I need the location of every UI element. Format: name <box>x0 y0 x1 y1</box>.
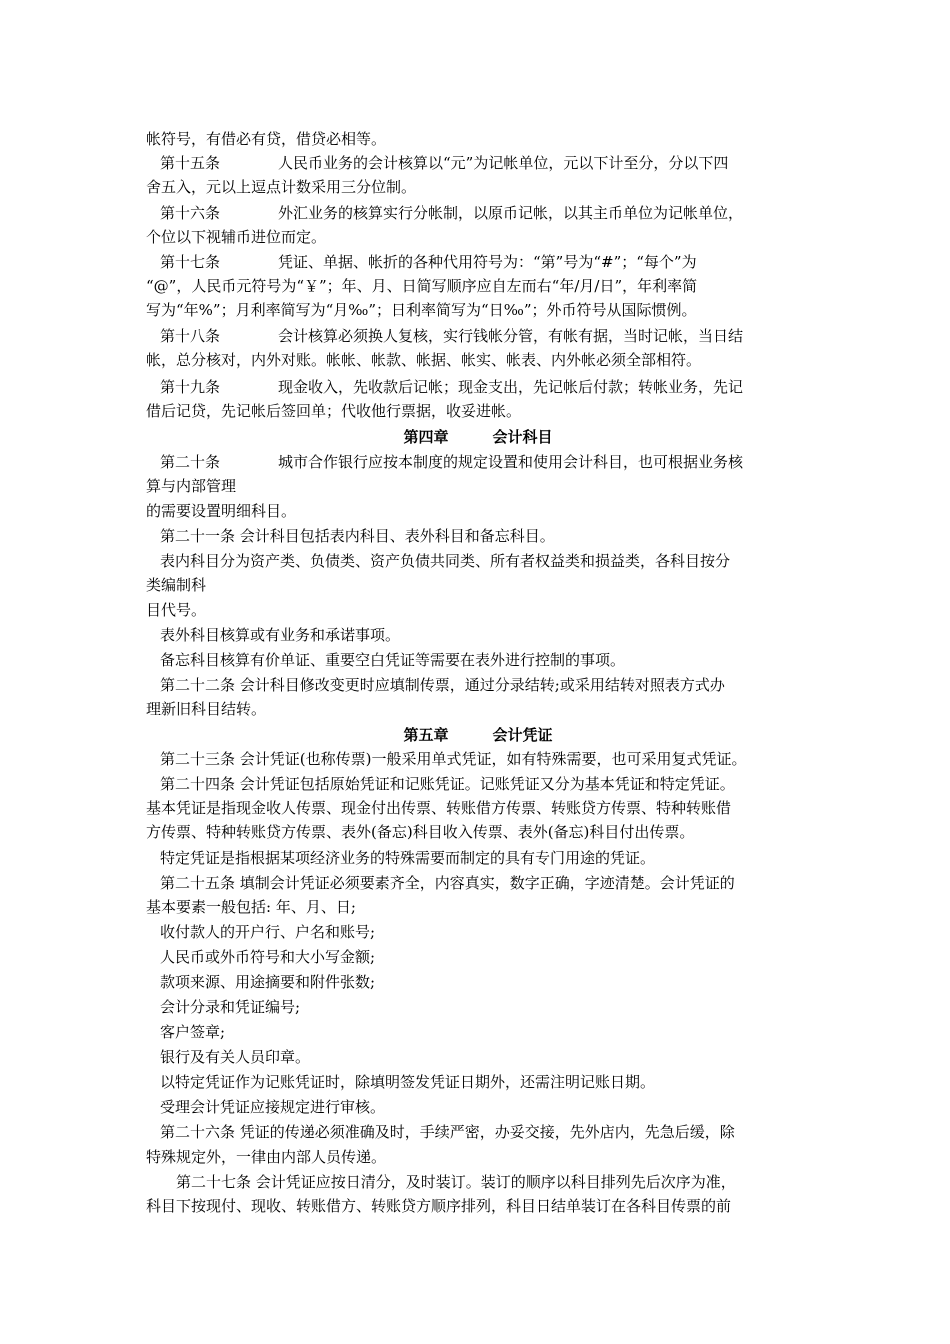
text-line: 舍五入，元以上逗点计数采用三分位制。 <box>146 178 417 196</box>
text-line: 个位以下视辅币进位而定。 <box>146 228 327 246</box>
text-line: 帐，总分核对，内外对账。帐帐、帐款、帐据、帐实、帐表、内外帐必须全部相符。 <box>146 351 702 369</box>
text-line: 收付款人的开户行、户名和账号; <box>160 923 376 941</box>
text-line: 备忘科目核算有价单证、重要空白凭证等需要在表外进行控制的事项。 <box>160 651 626 669</box>
chapter-number: 第五章 <box>403 726 449 744</box>
text-line: 第二十五条 填制会计凭证必须要素齐全，内容真实，数字正确，字迹清楚。会计凭证的 <box>160 874 735 892</box>
text-line: 会计分录和凭证编号; <box>160 998 301 1016</box>
text-line: 第二十一条 会计科目包括表内科目、表外科目和备忘科目。 <box>160 527 555 545</box>
text-line: 方传票、特种转账贷方传票、表外(备忘)科目收入传票、表外(备忘)科目付出传票。 <box>146 823 695 841</box>
text-line: 科目下按现付、现收、转账借方、转账贷方顺序排列，科目日结单装订在各科目传票的前 <box>146 1197 732 1215</box>
article-number: 第十八条 <box>160 327 221 345</box>
chapter-title: 会计凭证 <box>492 726 553 744</box>
article-text: 人民币业务的会计核算以“元”为记帐单位，元以下计至分，分以下四 <box>278 154 729 172</box>
text-line: 客户签章; <box>160 1023 226 1041</box>
article-number: 第二十条 <box>160 453 221 471</box>
text-line: 类编制科 <box>146 576 207 594</box>
article-number: 第十九条 <box>160 378 221 396</box>
chapter-title: 会计科目 <box>492 428 553 446</box>
article-20 <box>160 450 824 474</box>
article-15 <box>160 151 824 175</box>
chapter-heading <box>146 723 810 747</box>
article-16 <box>160 201 824 225</box>
article-18 <box>160 324 824 348</box>
text-line: 写为“年%”；月利率简写为“月‰”；日利率简写为“日‰”；外币符号从国际惯例。 <box>146 301 697 319</box>
text-line: 表外科目核算或有业务和承诺事项。 <box>160 626 401 644</box>
text-line: 第二十二条 会计科目修改变更时应填制传票，通过分录结转;或采用结转对照表方式办 <box>160 676 725 694</box>
text-line: 理新旧科目结转。 <box>146 700 267 718</box>
text-line: 受理会计凭证应接规定进行审核。 <box>160 1098 386 1116</box>
article-text: 城市合作银行应按本制度的规定设置和使用会计科目，也可根据业务核 <box>278 453 744 471</box>
text-line: 第二十三条 会计凭证(也称传票)一般采用单式凭证，如有特殊需要，也可采用复式凭证。 <box>160 750 747 768</box>
text-line: 第二十六条 凭证的传递必须准确及时，手续严密，办妥交接，先外店内，先急后缓，除 <box>160 1123 735 1141</box>
article-number: 第十五条 <box>160 154 221 172</box>
text-line: 第二十四条 会计凭证包括原始凭证和记账凭证。记账凭证又分为基本凭证和特定凭证。 <box>160 775 735 793</box>
article-text: 凭证、单据、帐折的各种代用符号为：“第”号为“#”；“每个”为 <box>278 253 697 271</box>
text-line: 特殊规定外，一律由内部人员传递。 <box>146 1148 387 1166</box>
text-line: 特定凭证是指根据某项经济业务的特殊需要而制定的具有专门用途的凭证。 <box>160 849 656 867</box>
text-line: 目代号。 <box>146 601 207 619</box>
article-number: 第十七条 <box>160 253 221 271</box>
text-line: 基本凭证是指现金收人传票、现金付出传票、转账借方传票、转账贷方传票、特种转账借 <box>146 799 732 817</box>
text-line: 帐符号，有借必有贷，借贷必相等。 <box>146 130 387 148</box>
chapter-number: 第四章 <box>403 428 449 446</box>
text-line: 表内科目分为资产类、负债类、资产负债共同类、所有者权益类和损益类，各科目按分 <box>160 552 731 570</box>
text-line: 的需要设置明细科目。 <box>146 502 297 520</box>
chapter-heading <box>146 425 810 449</box>
text-line: 人民币或外币符号和大小写金额; <box>160 948 376 966</box>
article-number: 第十六条 <box>160 204 221 222</box>
article-17 <box>160 250 824 274</box>
text-line: 以特定凭证作为记账凭证时，除填明签发凭证日期外，还需注明记账日期。 <box>160 1073 656 1091</box>
text-line: 银行及有关人员印章。 <box>160 1048 311 1066</box>
text-line: 借后记贷，先记帐后签回单；代收他行票据，收妥进帐。 <box>146 402 522 420</box>
text-line: “@”，人民币元符号为“￥”；年、月、日简写顺序应自左而右“年/月/日”，年利率简 <box>146 277 698 295</box>
text-line: 款项来源、用途摘要和附件张数; <box>160 973 376 991</box>
text-line: 第二十七条 会计凭证应按日清分，及时装订。装订的顺序以科目排列先后次序为准， <box>176 1173 736 1191</box>
article-text: 现金收入，先收款后记帐；现金支出，先记帐后付款；转帐业务，先记 <box>278 378 744 396</box>
article-19 <box>160 375 824 399</box>
article-text: 外汇业务的核算实行分帐制，以原币记帐，以其主币单位为记帐单位， <box>278 204 744 222</box>
text-line: 基本要素一般包括: 年、月、日; <box>146 898 356 916</box>
text-line: 算与内部管理 <box>146 477 237 495</box>
article-text: 会计核算必须换人复核，实行钱帐分管，有帐有据，当时记帐，当日结 <box>278 327 744 345</box>
